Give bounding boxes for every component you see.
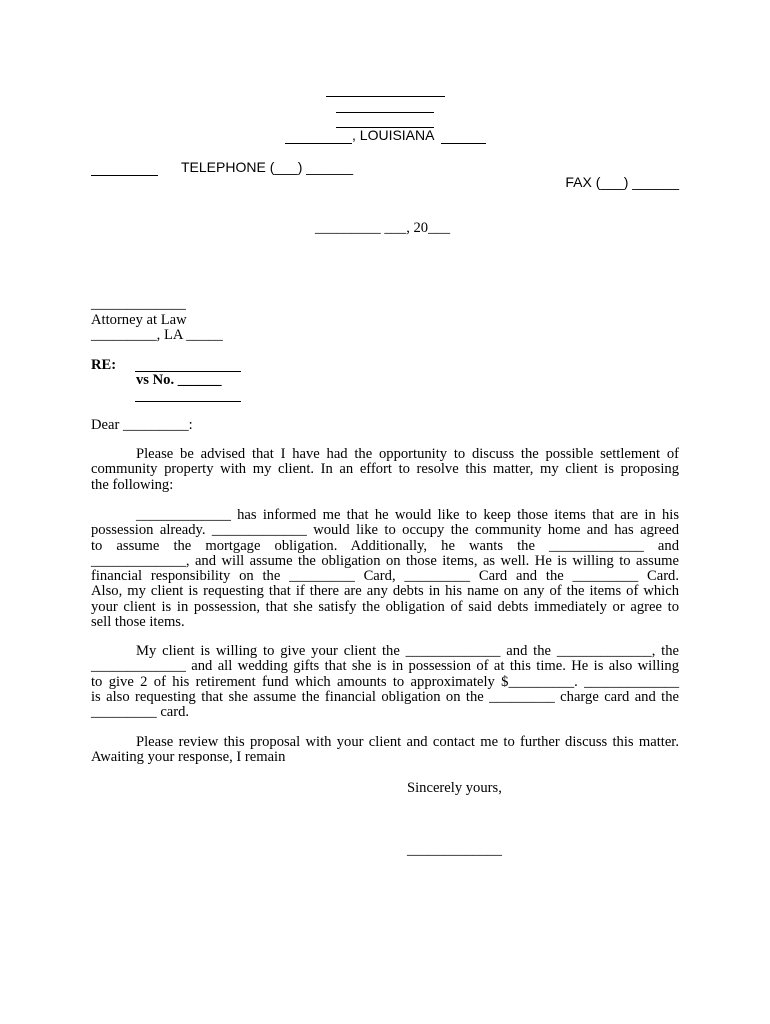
signature-blank: _____________ [407,842,502,858]
letterhead-city-state: , LOUISIANA [352,127,435,143]
paragraph-line: _____________, and will assume the obligation on those items, as well. He is willing to assume [91,552,679,569]
letterhead-telephone: TELEPHONE (___) ______ [181,159,353,175]
paragraph-line: your client is in possession, that she satisfy the obligation of said debts immediately or agree to [91,598,679,615]
paragraph-line: to give 2 of his retirement fund which amounts to approximately $_________. _____________ [91,673,679,690]
re-label: RE: [91,357,117,373]
letterhead-zip-line [441,143,486,144]
paragraph-line: Please be advised that I have had the opportunity to discuss the possible settlement of [136,446,679,462]
letterhead-fax: FAX (___) ______ [565,174,679,190]
paragraph-line: _____________ has informed me that he would like to keep those items that are in his [136,507,679,523]
salutation: Dear _________: [91,417,193,433]
paragraph-line: Please review this proposal with your client and contact me to further discuss this matter. [136,734,679,750]
paragraph-line: Also, my client is requesting that if there are any debts in his name on any of the items of which [91,583,679,600]
recipient-name-blank: _____________ [91,296,186,312]
paragraph-line: _________ card. [91,704,190,721]
paragraph-line: financial responsibility on the _________ Card, _________ Card and the _________ Card. [91,568,679,585]
paragraph-line: My client is willing to give your client the _____________ and the _____________, the [136,643,679,659]
letterhead-address-line-1 [336,112,434,113]
letterhead-firm-line [91,175,158,176]
paragraph-line: sell those items. [91,614,185,631]
paragraph-4 [91,735,679,766]
letterhead-city-line [285,143,352,144]
paragraph-line: possession already. _____________ would like to occupy the community home and has agreed [91,522,679,539]
paragraph-2 [91,508,679,630]
paragraph-line: to assume the mortgage obligation. Additionally, he wants the _____________ and [91,537,679,554]
closing: Sincerely yours, [407,780,502,796]
letterhead-name-line [326,96,445,97]
paragraph-line: _____________ and all wedding gifts that she is in possession of at this time. He is also willing [91,658,679,675]
date-line: _________ ___, 20___ [315,220,450,236]
paragraph-line: Awaiting your response, I remain [91,749,286,766]
re-vs-number: vs No. ______ [136,372,222,388]
paragraph-1 [91,447,679,493]
re-party-line [135,401,241,402]
paragraph-3 [91,644,679,720]
paragraph-line: the following: [91,476,174,493]
paragraph-line: community property with my client. In an effort to resolve this matter, my client is proposing [91,461,679,478]
recipient-city: _________, LA _____ [91,327,223,343]
recipient-title: Attorney at Law [91,312,187,328]
paragraph-line: is also requesting that she assume the financial obligation on the _________ charge card and the [91,688,679,705]
